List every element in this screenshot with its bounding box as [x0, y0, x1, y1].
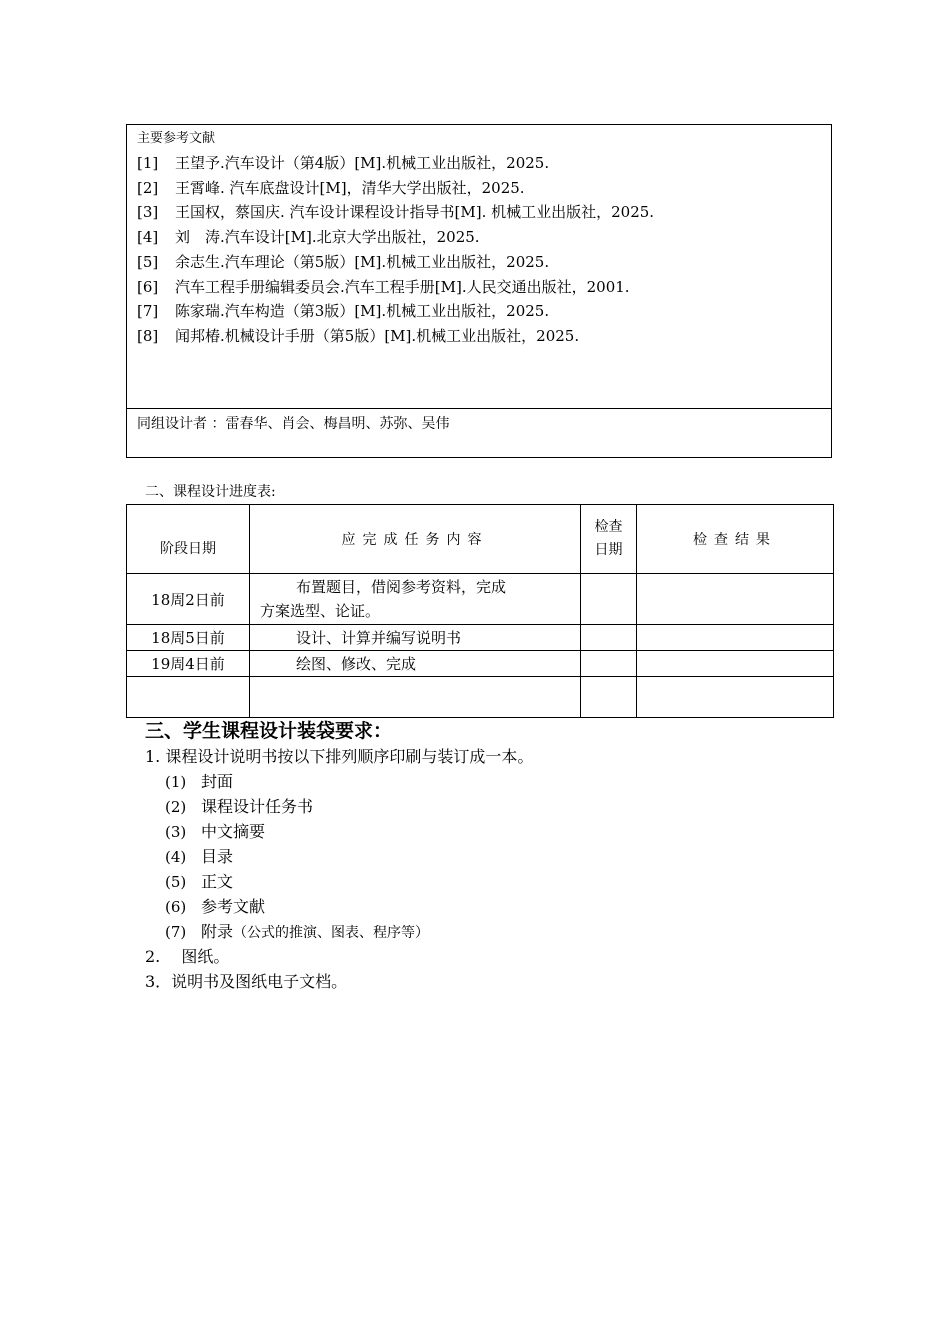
reference-item: [7] 陈家瑞.汽车构造（第3版）[M].机械工业出版社，2025.	[137, 302, 550, 321]
row-result	[637, 677, 834, 718]
reference-item: [4] 刘 涛.汽车设计[M].北京大学出版社，2025.	[137, 228, 480, 247]
table-row	[127, 651, 834, 677]
list-item: (3) 中文摘要	[165, 822, 266, 841]
reference-item: [3] 王国权，蔡国庆. 汽车设计课程设计指导书[M]. 机械工业出版社，2025.	[137, 203, 655, 222]
team-members: 同组设计者 ：雷春华、肖会、梅昌明、苏弥、吴伟	[137, 416, 450, 432]
header-task: 应完成任务内容	[250, 505, 581, 574]
reference-item: [5] 余志生.汽车理论（第5版）[M].机械工业出版社，2025.	[137, 252, 550, 271]
progress-table	[126, 504, 834, 718]
row-task: 布置题目，借阅参考资料，完成 方案选型、论证。	[250, 574, 581, 625]
table-row	[127, 625, 834, 651]
row-date: 18周2日前	[127, 574, 250, 625]
row-result	[637, 625, 834, 651]
header-result: 检查结果	[637, 505, 834, 574]
row-task: 设计、计算并编写说明书	[250, 625, 581, 651]
row-result	[637, 651, 834, 677]
references-title: 主要参考文献	[137, 131, 216, 146]
list-item: (1) 封面	[165, 772, 234, 791]
header-check-date: 检查 日期	[581, 505, 637, 574]
list-item: 2. 图纸。	[145, 947, 230, 966]
list-item: 3．说明书及图纸电子文档。	[145, 972, 348, 991]
list-item: 1. 课程设计说明书按以下排列顺序印刷与装订成一本。	[145, 747, 534, 766]
reference-item: [1] 王望予.汽车设计（第4版）[M].机械工业出版社，2025.	[137, 154, 550, 172]
row-date: 18周5日前	[127, 625, 250, 651]
header-stage: 阶段日期	[127, 505, 250, 574]
requirements-heading: 三、学生课程设计装袋要求：	[145, 720, 393, 742]
list-item: (6) 参考文献	[165, 897, 266, 916]
table-header-row	[127, 505, 834, 574]
row-task	[250, 677, 581, 718]
row-check-date	[581, 677, 637, 718]
row-check-date	[581, 651, 637, 677]
row-check-date	[581, 625, 637, 651]
requirements-list	[145, 744, 533, 994]
list-item: (5) 正文	[165, 872, 234, 891]
row-date	[127, 677, 250, 718]
list-item: (7) 附录（公式的推演、图表、程序等）	[165, 922, 430, 941]
row-check-date	[581, 574, 637, 625]
reference-item: [6] 汽车工程手册编辑委员会.汽车工程手册[M].人民交通出版社，2001.	[137, 277, 630, 296]
list-item: (2) 课程设计任务书	[165, 797, 314, 816]
row-result	[637, 574, 834, 625]
references-box	[126, 124, 832, 458]
row-task: 绘图、修改、完成	[250, 651, 581, 677]
references-section	[127, 125, 831, 409]
row-date: 19周4日前	[127, 651, 250, 677]
reference-item: [8] 闻邦椿.机械设计手册（第5版）[M].机械工业出版社，2025.	[137, 326, 580, 345]
reference-item: [2] 王霄峰. 汽车底盘设计[M]，清华大学出版社，2025.	[137, 178, 525, 197]
progress-heading: 二、课程设计进度表:	[145, 484, 276, 500]
list-item: (4) 目录	[165, 847, 234, 866]
table-row	[127, 677, 834, 718]
table-row	[127, 574, 834, 625]
